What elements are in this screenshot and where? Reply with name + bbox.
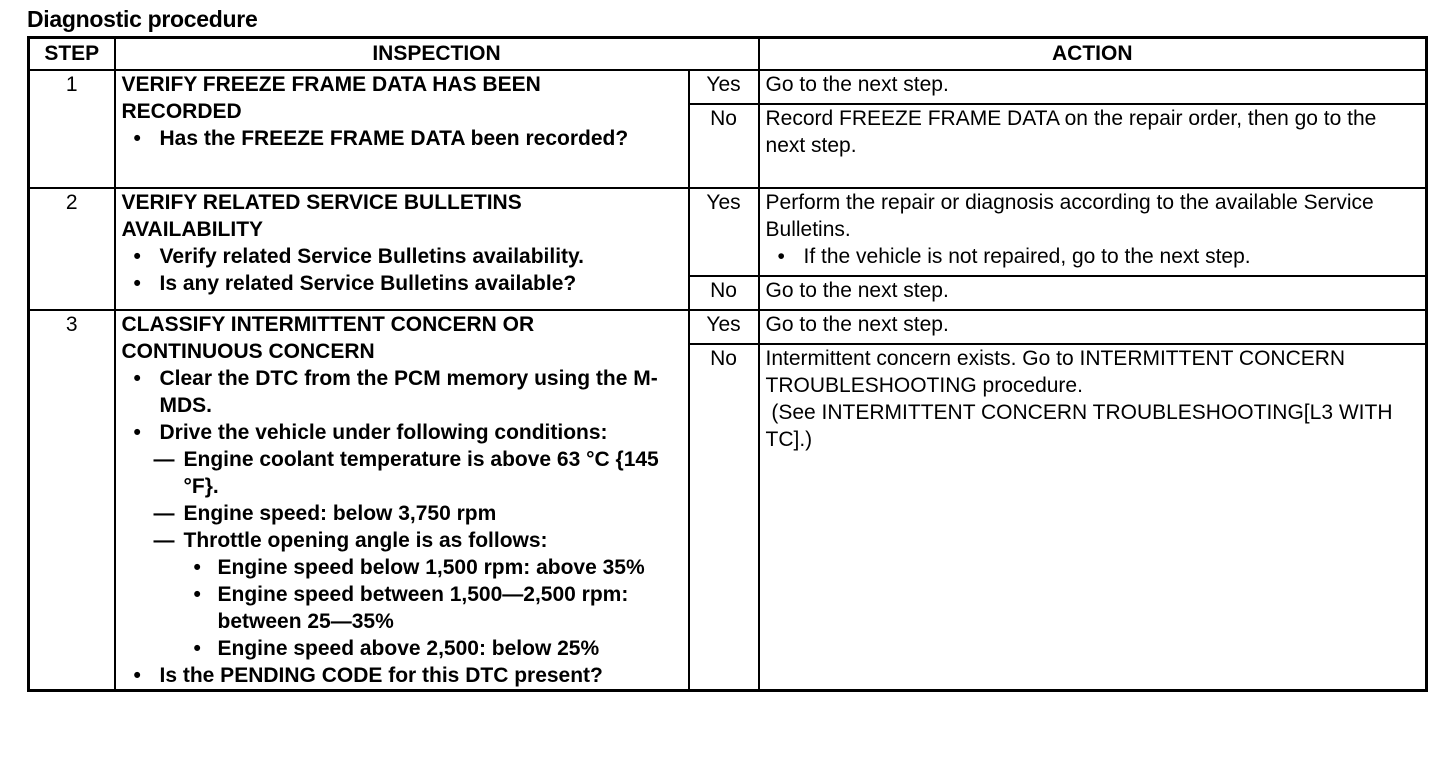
page-title: Diagnostic procedure [27,6,258,32]
inspection-title: CLASSIFY INTERMITTENT CONCERN OR CONTINUOUS CONCERN [121,313,535,363]
inspection-cell [115,310,689,691]
list-item: • Engine speed above 2,500: below 25% [218,635,682,662]
no-action: Go to the next step. [759,276,1427,310]
bullet-text: Drive the vehicle under following conditions: [159,421,608,444]
header-row [29,38,1427,71]
list-item: • Engine speed between 1,500—2,500 rpm: between 25—35% [218,581,682,635]
list-item: — Engine speed: below 3,750 rpm [184,500,682,527]
no-action: Record FREEZE FRAME DATA on the repair order, then go to the next step. [759,104,1427,188]
action-text: Intermittent concern exists. Go to INTERMITTENT CONCERN TROUBLESHOOTING procedure. [765,347,1346,397]
table-row [29,70,1427,104]
no-label: No [689,276,759,310]
inspection-cell [115,188,689,310]
header-step: STEP [29,38,115,71]
list-item [160,419,682,662]
header-inspection: INSPECTION [115,38,759,71]
no-action [759,344,1427,691]
yes-action: Go to the next step. [759,70,1427,104]
list-item: — Engine coolant temperature is above 63 °C {145 °F}. [184,446,682,500]
yes-label: Yes [689,188,759,276]
inspection-bullets [122,243,682,297]
list-item: • Is any related Service Bulletins available? [160,270,682,297]
list-item: • Is the PENDING CODE for this DTC present? [160,662,682,689]
inspection-cell [115,70,689,188]
inspection-title: VERIFY FREEZE FRAME DATA HAS BEEN RECORDED [121,73,541,123]
action-text: (See INTERMITTENT CONCERN TROUBLESHOOTING[L3 WITH TC].) [765,401,1398,451]
action-text: Perform the repair or diagnosis according to the available Service Bulletins. [765,191,1374,241]
yes-label: Yes [689,70,759,104]
list-item: • Clear the DTC from the PCM memory using the M-MDS. [160,365,682,419]
step-number: 2 [29,188,115,310]
yes-label: Yes [689,310,759,344]
yes-action: Go to the next step. [759,310,1427,344]
list-item: • Verify related Service Bulletins availability. [160,243,682,270]
step-number: 3 [29,310,115,691]
list-item: — Throttle opening angle is as follows: • Engine speed below 1,500 rpm: above 35% • Engine speed between 1,500—2,500 rpm: between 25—35% • Engine speed above 2,500: below 25% [184,527,682,662]
list-item: • If the vehicle is not repaired, go to the next step. [804,243,1420,270]
inspection-title: VERIFY RELATED SERVICE BULLETINS AVAILABILITY [121,191,522,241]
no-label: No [689,344,759,691]
diagnostic-table [27,36,1428,692]
no-label: No [689,104,759,188]
table-row [29,310,1427,344]
action-bullets [766,243,1420,270]
list-item: • Engine speed below 1,500 rpm: above 35% [218,554,682,581]
condition-list [154,446,682,662]
header-action: ACTION [759,38,1427,71]
throttle-list [184,554,682,662]
step-number: 1 [29,70,115,188]
inspection-bullets [122,365,682,689]
list-item: • Has the FREEZE FRAME DATA been recorded? [160,125,682,152]
table-row [29,188,1427,276]
yes-action [759,188,1427,276]
inspection-bullets [122,125,682,152]
